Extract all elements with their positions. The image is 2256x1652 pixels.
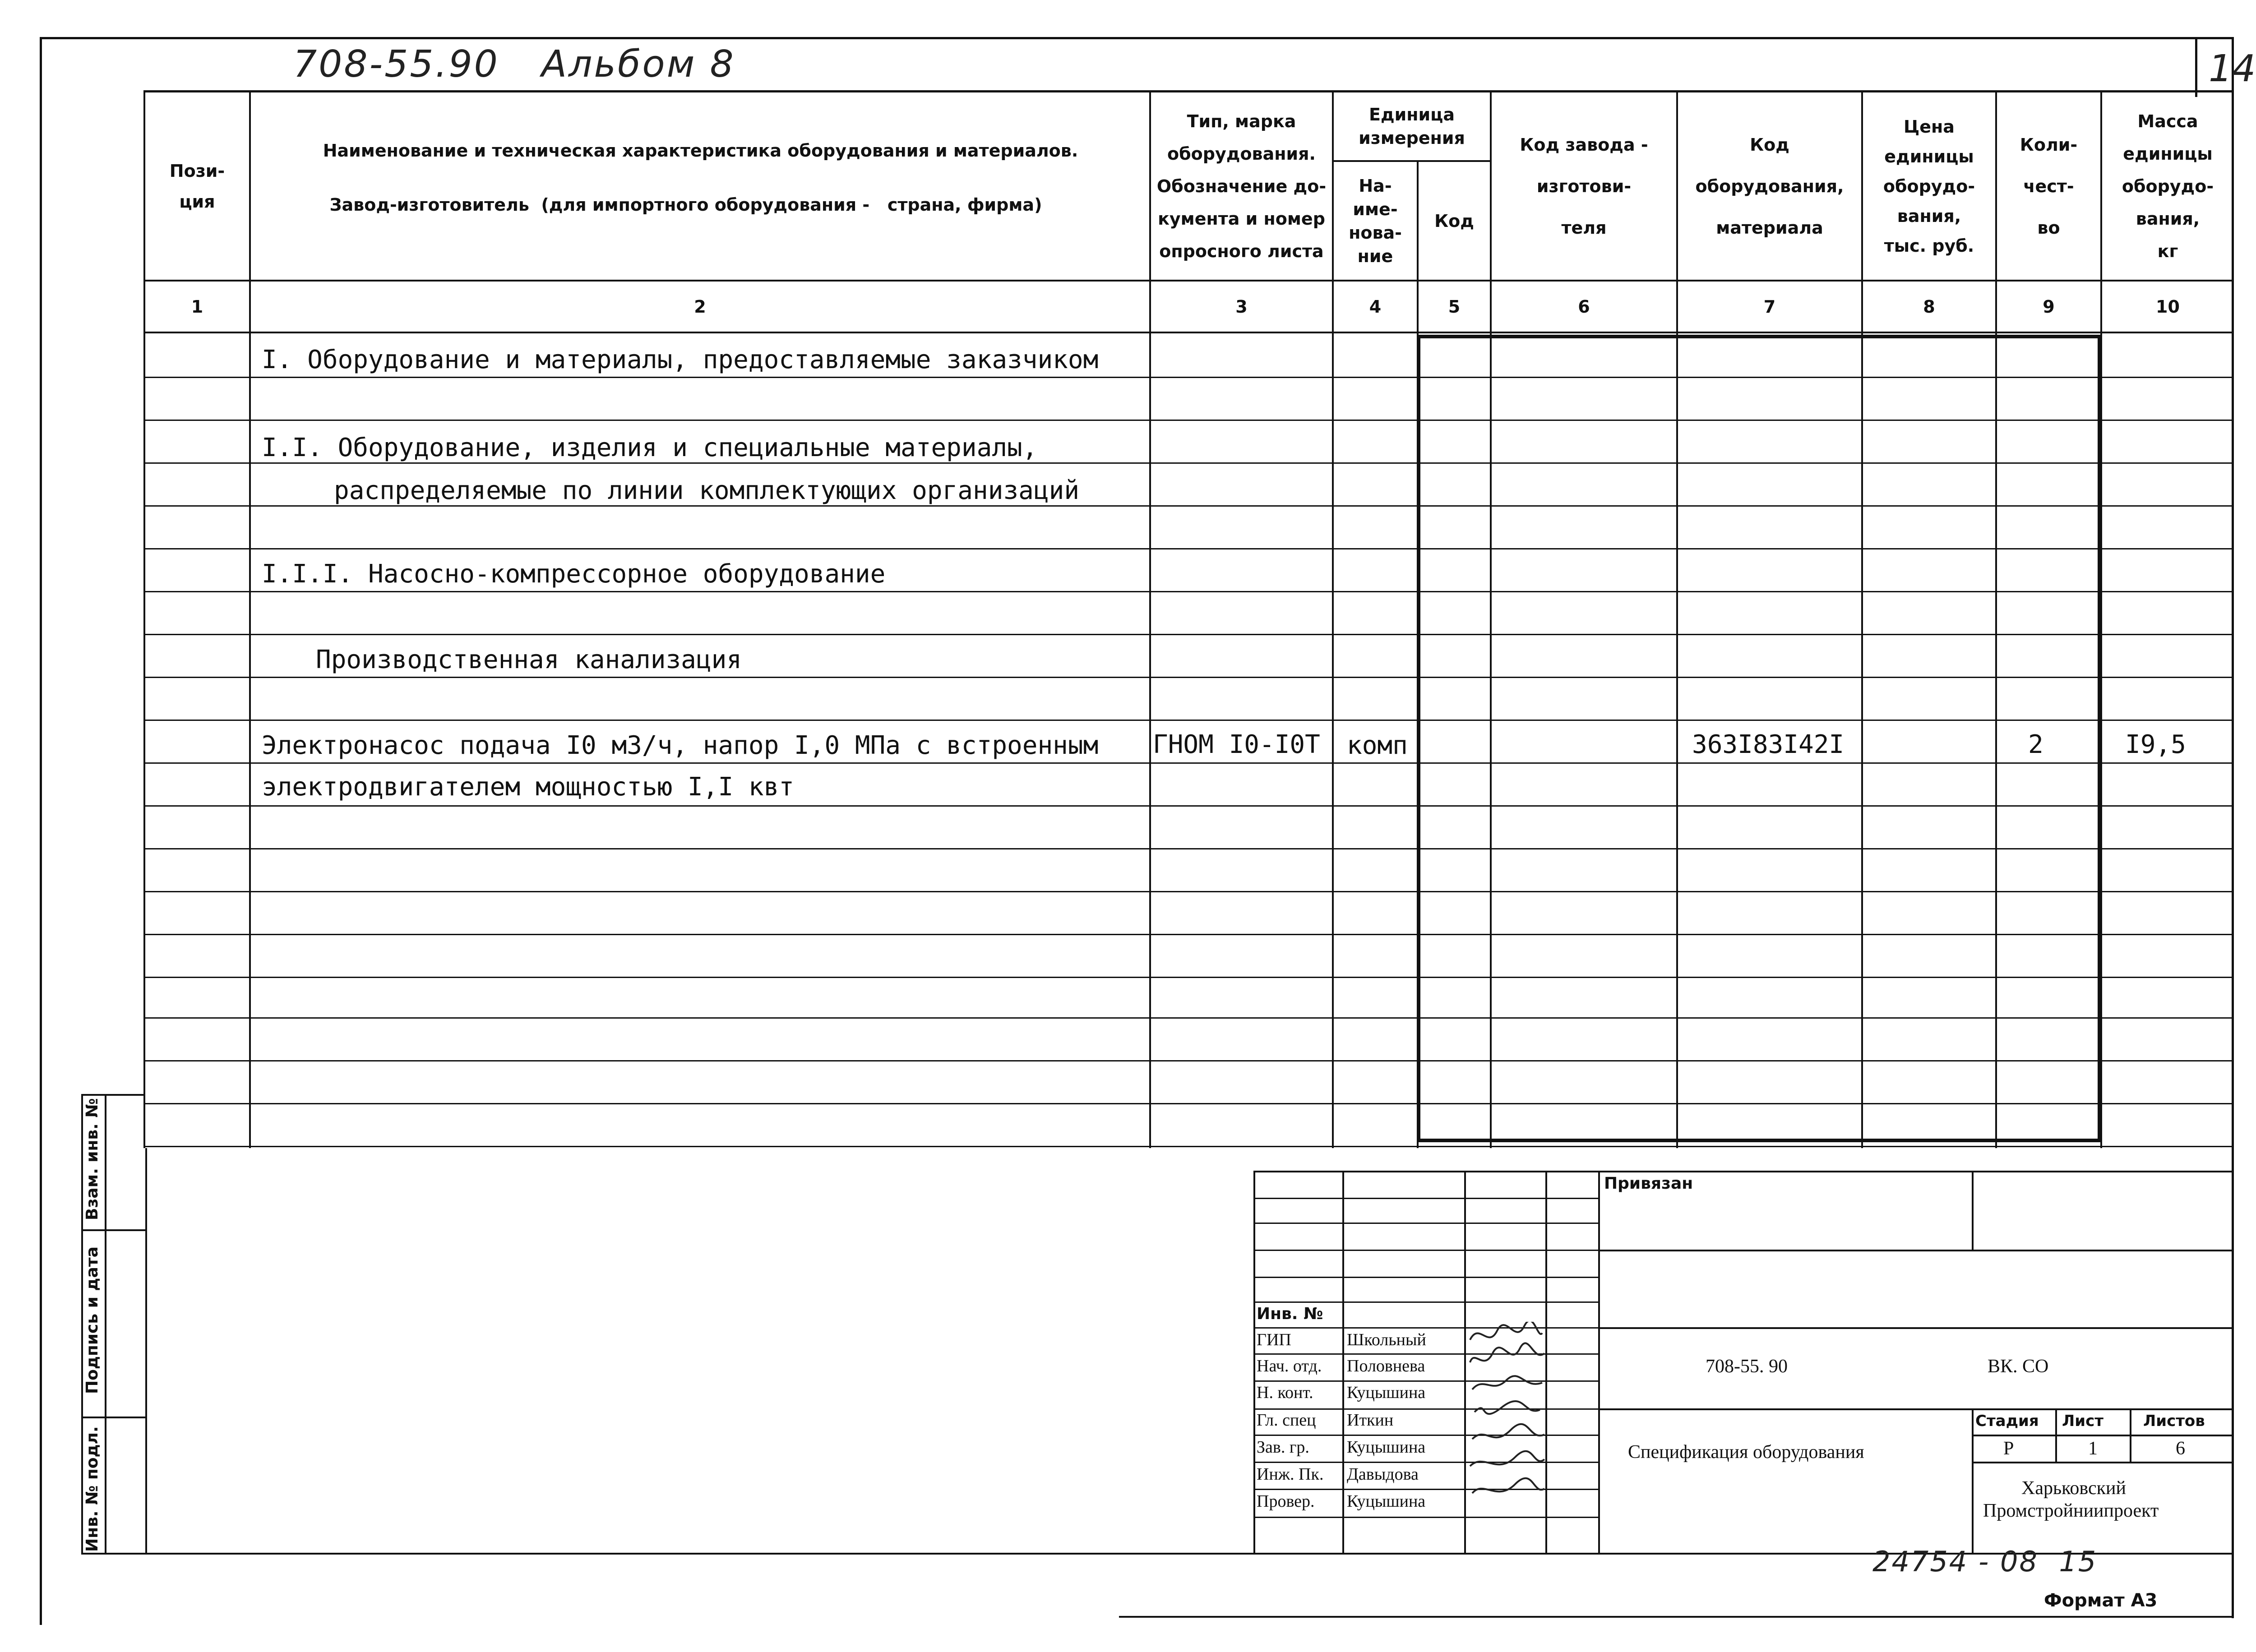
col-number-3: 3 bbox=[1235, 296, 1248, 317]
tb-role: Нач. отд. bbox=[1257, 1357, 1322, 1375]
tb-grid-line bbox=[1253, 1327, 1600, 1329]
tb-privyazan: Привязан bbox=[1604, 1174, 1693, 1193]
frame-left bbox=[40, 37, 42, 1625]
stamp-top bbox=[81, 1094, 145, 1096]
col-header-equipment-code: Код оборудования, материала bbox=[1695, 134, 1844, 238]
col-number-2: 2 bbox=[694, 296, 706, 317]
stamp-right bbox=[145, 1148, 147, 1554]
row-line bbox=[143, 1146, 2233, 1147]
corner-divider bbox=[2195, 39, 2197, 97]
sheet-corner-number: 14 bbox=[2209, 47, 2256, 90]
tb-stage-bottom bbox=[1972, 1462, 2233, 1463]
album-label: Альбом 8 bbox=[541, 43, 735, 86]
col-header-factory-code: Код завода - изготови- теля bbox=[1520, 134, 1648, 238]
tb-grid-line bbox=[1253, 1408, 1600, 1410]
col-number-4: 4 bbox=[1369, 296, 1382, 317]
tb-designation: 708-55. 90 bbox=[1706, 1356, 1788, 1377]
tb-designation-top bbox=[1598, 1327, 2233, 1329]
col-header-unit-name: На- име- нова- ние bbox=[1349, 175, 1402, 266]
col-header-unit-code: Код bbox=[1434, 211, 1474, 231]
tb-stage: Р bbox=[2003, 1438, 2014, 1459]
item-type: ГНОМ I0-I0Т bbox=[1153, 730, 1320, 759]
tb-name: Иткин bbox=[1347, 1411, 1394, 1430]
col-number-7: 7 bbox=[1763, 296, 1776, 317]
tb-top bbox=[1253, 1171, 2233, 1172]
tb-role: ГИП bbox=[1257, 1330, 1291, 1349]
col-number-1: 1 bbox=[191, 296, 203, 317]
section-1-1-title-b: распределяемые по линии комплектующих организаций bbox=[334, 476, 1080, 505]
item-equipment-code: 363I83I42I bbox=[1692, 730, 1845, 759]
stamp-div-1 bbox=[81, 1229, 145, 1231]
signatures-graphic bbox=[1465, 1322, 1547, 1520]
tb-priv-divider bbox=[1972, 1171, 1974, 1250]
tb-role: Н. конт. bbox=[1257, 1383, 1313, 1402]
col-number-5: 5 bbox=[1448, 296, 1461, 317]
tb-grid-line bbox=[1253, 1277, 1600, 1278]
frame-top bbox=[41, 37, 2233, 39]
tb-sheet: 1 bbox=[2088, 1438, 2098, 1459]
tb-designation-bottom bbox=[1598, 1408, 2233, 1410]
tb-role: Зав. гр. bbox=[1257, 1438, 1309, 1457]
tb-mark: ВК. СО bbox=[1988, 1356, 2049, 1377]
tb-name: Школьный bbox=[1347, 1330, 1426, 1349]
col-header-price: Цена единицы оборудо- вания, тыс. руб. bbox=[1883, 116, 1975, 256]
col-header-name-2: Завод-изготовитель (для импортного оборудования - страна, фирма) bbox=[329, 195, 1042, 215]
tb-org-line-1: Харьковский bbox=[2021, 1478, 2126, 1499]
item-name-line-2: электродвигателем мощностью I,I квт bbox=[262, 772, 795, 802]
tb-grid-line bbox=[1253, 1250, 1600, 1251]
tb-name: Давыдова bbox=[1347, 1465, 1419, 1484]
tb-grid-line bbox=[1253, 1435, 1600, 1436]
tb-name: Куцышина bbox=[1347, 1492, 1426, 1511]
col-header-unit: Единица измерения bbox=[1359, 105, 1465, 148]
tb-name: Куцышина bbox=[1347, 1383, 1426, 1402]
tb-grid-line bbox=[1253, 1223, 1600, 1224]
tb-grid-line bbox=[1253, 1301, 1600, 1303]
footer-format: Формат А3 bbox=[2044, 1590, 2158, 1611]
col-header-position: Пози- ция bbox=[169, 161, 225, 212]
col-header-mass: Масса единицы оборудо- вания, кг bbox=[2122, 111, 2214, 261]
item-quantity: 2 bbox=[2028, 730, 2043, 759]
tb-stage-header-line bbox=[1972, 1435, 2233, 1436]
tb-col-1 bbox=[1342, 1171, 1344, 1554]
stamp-inner bbox=[105, 1094, 106, 1554]
subsection-title: Производственная канализация bbox=[316, 645, 742, 674]
section-1-1-title-a: I.I. Оборудование, изделия и специальные материалы, bbox=[262, 433, 1038, 462]
tb-title: Спецификация оборудования bbox=[1628, 1442, 1864, 1463]
tb-grid-line bbox=[1253, 1517, 1600, 1518]
doc-code: 708-55.90 bbox=[293, 43, 499, 86]
tb-grid-line bbox=[1253, 1353, 1600, 1355]
col-number-9: 9 bbox=[2043, 296, 2055, 317]
tb-sheets: 6 bbox=[2176, 1438, 2185, 1459]
item-name-line-1: Электронасос подача I0 м3/ч, напор I,0 МПа с встроенным bbox=[262, 731, 1099, 760]
tb-name: Половнева bbox=[1347, 1357, 1425, 1375]
tb-org-line-2: Промстройниипроект bbox=[1983, 1500, 2159, 1521]
tb-role: Провер. bbox=[1257, 1492, 1315, 1511]
tb-role: Инж. Пк. bbox=[1257, 1465, 1324, 1484]
col-header-type: Тип, марка оборудования. Обозначение до- кумента и номер опросного листа bbox=[1156, 111, 1327, 261]
col-number-8: 8 bbox=[1923, 296, 1935, 317]
tb-grid-line bbox=[1253, 1380, 1600, 1382]
section-1-title: I. Оборудование и материалы, предоставляемые заказчиком bbox=[262, 345, 1099, 374]
tb-sheet-label: Лист bbox=[2062, 1412, 2103, 1430]
col-header-name-1: Наименование и техническая характеристика оборудования и материалов. bbox=[323, 141, 1078, 161]
stamp-inv-zam: Взам. инв. № bbox=[83, 1098, 102, 1220]
tb-name: Куцышина bbox=[1347, 1438, 1426, 1457]
tb-priv-bottom bbox=[1598, 1250, 2233, 1251]
col-number-6: 6 bbox=[1578, 296, 1590, 317]
footer-handwritten-number: 24754 - 08 15 bbox=[1872, 1545, 2098, 1578]
item-mass: I9,5 bbox=[2125, 730, 2186, 759]
frame-bottom bbox=[1119, 1616, 2233, 1618]
tb-grid-line bbox=[1253, 1462, 1600, 1463]
tb-role: Гл. спец bbox=[1257, 1411, 1316, 1430]
numbers-bottom bbox=[143, 332, 2233, 333]
tb-col-4 bbox=[1598, 1171, 1600, 1554]
stamp-inv-orig: Инв. № подл. bbox=[83, 1426, 102, 1552]
tb-grid-line bbox=[1253, 1489, 1600, 1490]
tb-inv-no: Инв. № bbox=[1257, 1305, 1323, 1323]
col-header-quantity: Коли- чест- во bbox=[2020, 134, 2078, 238]
stamp-div-2 bbox=[81, 1417, 145, 1418]
tb-left bbox=[1253, 1171, 1255, 1554]
col-number-10: 10 bbox=[2156, 296, 2180, 317]
col-line-1 bbox=[249, 90, 251, 1148]
stamp-sign-date: Подпись и дата bbox=[83, 1246, 102, 1394]
section-1-1-1-title: I.I.I. Насосно-компрессорное оборудование bbox=[262, 559, 886, 589]
item-unit: комп bbox=[1347, 731, 1408, 760]
tb-stage-left bbox=[1972, 1408, 1974, 1553]
tb-stage-label: Стадия bbox=[1975, 1412, 2039, 1430]
tb-sheets-label: Листов bbox=[2143, 1412, 2205, 1430]
tb-grid-line bbox=[1253, 1198, 1600, 1199]
